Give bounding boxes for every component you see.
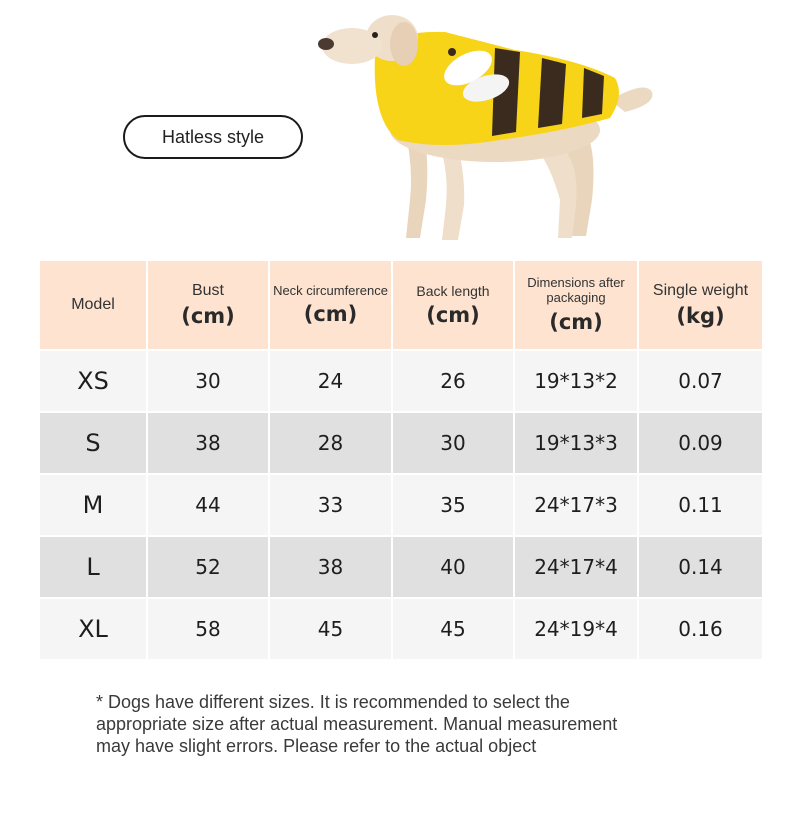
package-dimensions-cell: 19*13*3 (515, 413, 639, 475)
table-row (40, 351, 762, 413)
note-line: * Dogs have different sizes. It is recommended to select the (96, 692, 570, 712)
back-length-cell: 35 (393, 475, 515, 537)
neck-cell: 38 (270, 537, 393, 599)
bust-cell: 58 (148, 599, 270, 661)
note-line: appropriate size after actual measurement. Manual measurement (96, 714, 618, 734)
neck-cell: 33 (270, 475, 393, 537)
dog-photo (280, 0, 680, 245)
weight-cell: 0.09 (639, 413, 762, 475)
bust-cell: 52 (148, 537, 270, 599)
model-cell: M (40, 475, 148, 537)
model-cell: S (40, 413, 148, 475)
header-back-length: Back length (cm) (393, 261, 515, 351)
table-row (40, 475, 762, 537)
style-label-text: Hatless style (161, 126, 265, 147)
back-length-cell: 45 (393, 599, 515, 661)
size-chart-table (40, 261, 762, 661)
weight-cell: 0.16 (639, 599, 762, 661)
model-cell: XL (40, 599, 148, 661)
header-single-weight: Single weight (kg) (639, 261, 762, 351)
sizing-note (96, 691, 716, 757)
bust-cell: 30 (148, 351, 270, 413)
weight-cell: 0.11 (639, 475, 762, 537)
back-length-cell: 26 (393, 351, 515, 413)
neck-cell: 45 (270, 599, 393, 661)
header-neck-circumference: Neck circumference (cm) (270, 261, 393, 351)
package-dimensions-cell: 24*17*3 (515, 475, 639, 537)
package-dimensions-cell: 19*13*2 (515, 351, 639, 413)
table-row (40, 599, 762, 661)
bust-cell: 38 (148, 413, 270, 475)
header-model: Model (40, 261, 148, 351)
table-row (40, 537, 762, 599)
model-cell: XS (40, 351, 148, 413)
header-dimensions-after-packaging: Dimensions after packaging (cm) (515, 261, 639, 351)
bust-cell: 44 (148, 475, 270, 537)
back-length-cell: 40 (393, 537, 515, 599)
neck-cell: 28 (270, 413, 393, 475)
note-line: may have slight errors. Please refer to the actual object (96, 736, 537, 756)
neck-cell: 24 (270, 351, 393, 413)
package-dimensions-cell: 24*17*4 (515, 537, 639, 599)
header-bust: Bust (cm) (148, 261, 270, 351)
table-header-row (40, 261, 762, 351)
model-cell: L (40, 537, 148, 599)
weight-cell: 0.14 (639, 537, 762, 599)
back-length-cell: 30 (393, 413, 515, 475)
weight-cell: 0.07 (639, 351, 762, 413)
dog-in-bee-coat-illustration (280, 0, 680, 245)
style-label-pill (123, 115, 303, 159)
table-row (40, 413, 762, 475)
package-dimensions-cell: 24*19*4 (515, 599, 639, 661)
